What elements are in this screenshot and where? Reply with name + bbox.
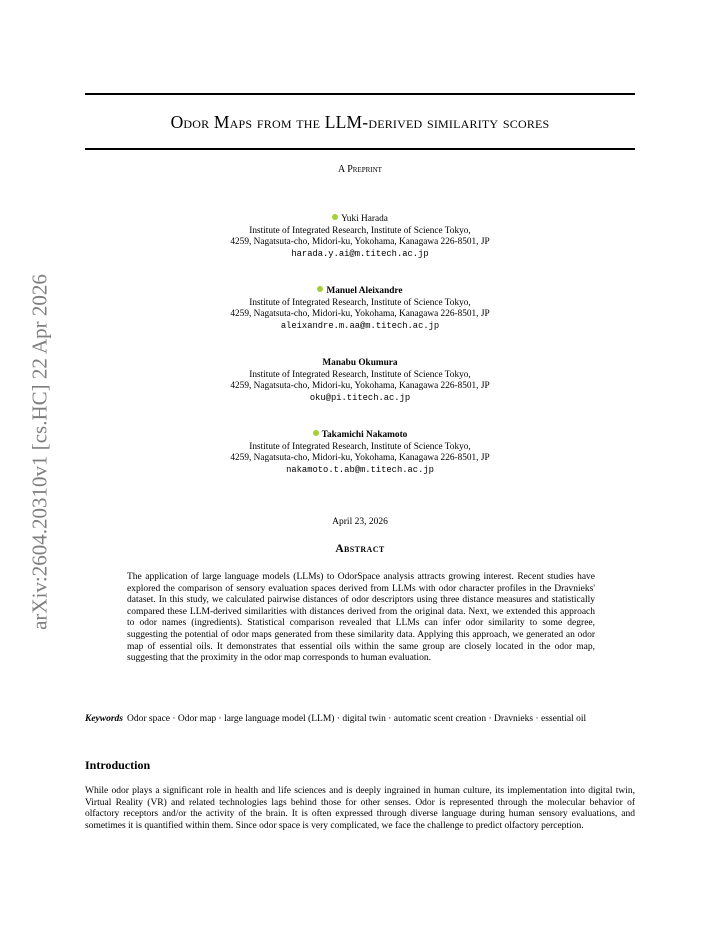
orcid-icon[interactable]	[317, 286, 323, 292]
author-name: Manabu Okumura	[322, 358, 398, 368]
author-name: Takamichi Nakamoto	[321, 430, 408, 440]
section-heading-introduction: Introduction	[85, 758, 151, 772]
orcid-icon[interactable]	[332, 214, 338, 220]
author-affiliation: Institute of Integrated Research, Institute of Science Tokyo,	[249, 297, 471, 308]
author-address: 4259, Nagatsuta-cho, Midori-ku, Yokohama, Kanagawa 226-8501, JP	[230, 453, 490, 464]
author-block	[85, 358, 635, 404]
author-affiliation: Institute of Integrated Research, Institute of Science Tokyo,	[249, 441, 471, 452]
author-name: Manuel Aleixandre	[326, 286, 403, 296]
introduction-paragraph: While odor plays a significant role in health and life sciences and is deeply ingrained in human culture, its implementation into digital twin, Virtual Reality (VR) and related technologies lags behind those for other senses. Odor is represented through the molecular behavior of olfactory receptors and/or the activity of the brain. It is often expressed through diverse language during human sensory evaluations, and sometimes it is quantified within them. Since odor space is very complicated, we face the challenge to predict olfactory perception.	[85, 786, 635, 831]
title-rule-bottom	[85, 148, 635, 150]
arxiv-stamp	[20, 262, 60, 642]
paper-date: April 23, 2026	[332, 517, 388, 527]
orcid-icon[interactable]	[313, 430, 319, 436]
author-email[interactable]: oku@pi.titech.ac.jp	[309, 392, 411, 403]
title-rule-top	[85, 93, 635, 95]
author-block	[85, 286, 635, 332]
keywords-label: Keywords	[85, 714, 123, 724]
preprint-label: A Preprint	[338, 164, 382, 175]
abstract-text: The application of large language models (LLMs) to OdorSpace analysis attracts growing interest. Recent studies have explored the comparison of sensory evaluation spaces derived from LLMs with odor character profiles in the Dravnieks' dataset. In this study, we calculated pairwise distances of odor descriptors using three distance measures and statistically compared these LLM-derived similarities with distances derived from the original data. Next, we extended this approach to odor names (ingredients). Statistical comparison revealed that LLMs can infer odor similarity to some degree, suggesting the potential of odor maps generated from these similarity data. Applying this approach, we generated an odor map of essential oils. It demonstrates that essential oils within the same group are closely located in the odor map, suggesting that the proximity in the odor map corresponds to human evaluation.	[127, 572, 595, 664]
arxiv-stamp-text: arXiv:2604.20310v1 [cs.HC] 22 Apr 2026	[27, 274, 52, 630]
author-email[interactable]: nakamoto.t.ab@m.titech.ac.jp	[286, 464, 434, 475]
keywords	[85, 714, 635, 726]
keywords-text: Odor space · Odor map · large language model (LLM) · digital twin · automatic scent creation · Dravnieks · essential oil	[127, 714, 587, 724]
author-address: 4259, Nagatsuta-cho, Midori-ku, Yokohama, Kanagawa 226-8501, JP	[230, 309, 490, 320]
author-block	[85, 430, 635, 476]
author-address: 4259, Nagatsuta-cho, Midori-ku, Yokohama, Kanagawa 226-8501, JP	[230, 381, 490, 392]
author-email[interactable]: aleixandre.m.aa@m.titech.ac.jp	[280, 320, 440, 331]
paper-title: Odor Maps from the LLM-derived similarity scores	[170, 112, 550, 132]
author-affiliation: Institute of Integrated Research, Institute of Science Tokyo,	[249, 225, 471, 236]
abstract-heading: Abstract	[335, 543, 385, 555]
author-affiliation: Institute of Integrated Research, Institute of Science Tokyo,	[249, 369, 471, 380]
author-name: Yuki Harada	[341, 214, 388, 224]
author-address: 4259, Nagatsuta-cho, Midori-ku, Yokohama, Kanagawa 226-8501, JP	[230, 237, 490, 248]
author-block	[85, 214, 635, 260]
author-email[interactable]: harada.y.ai@m.titech.ac.jp	[291, 248, 429, 259]
